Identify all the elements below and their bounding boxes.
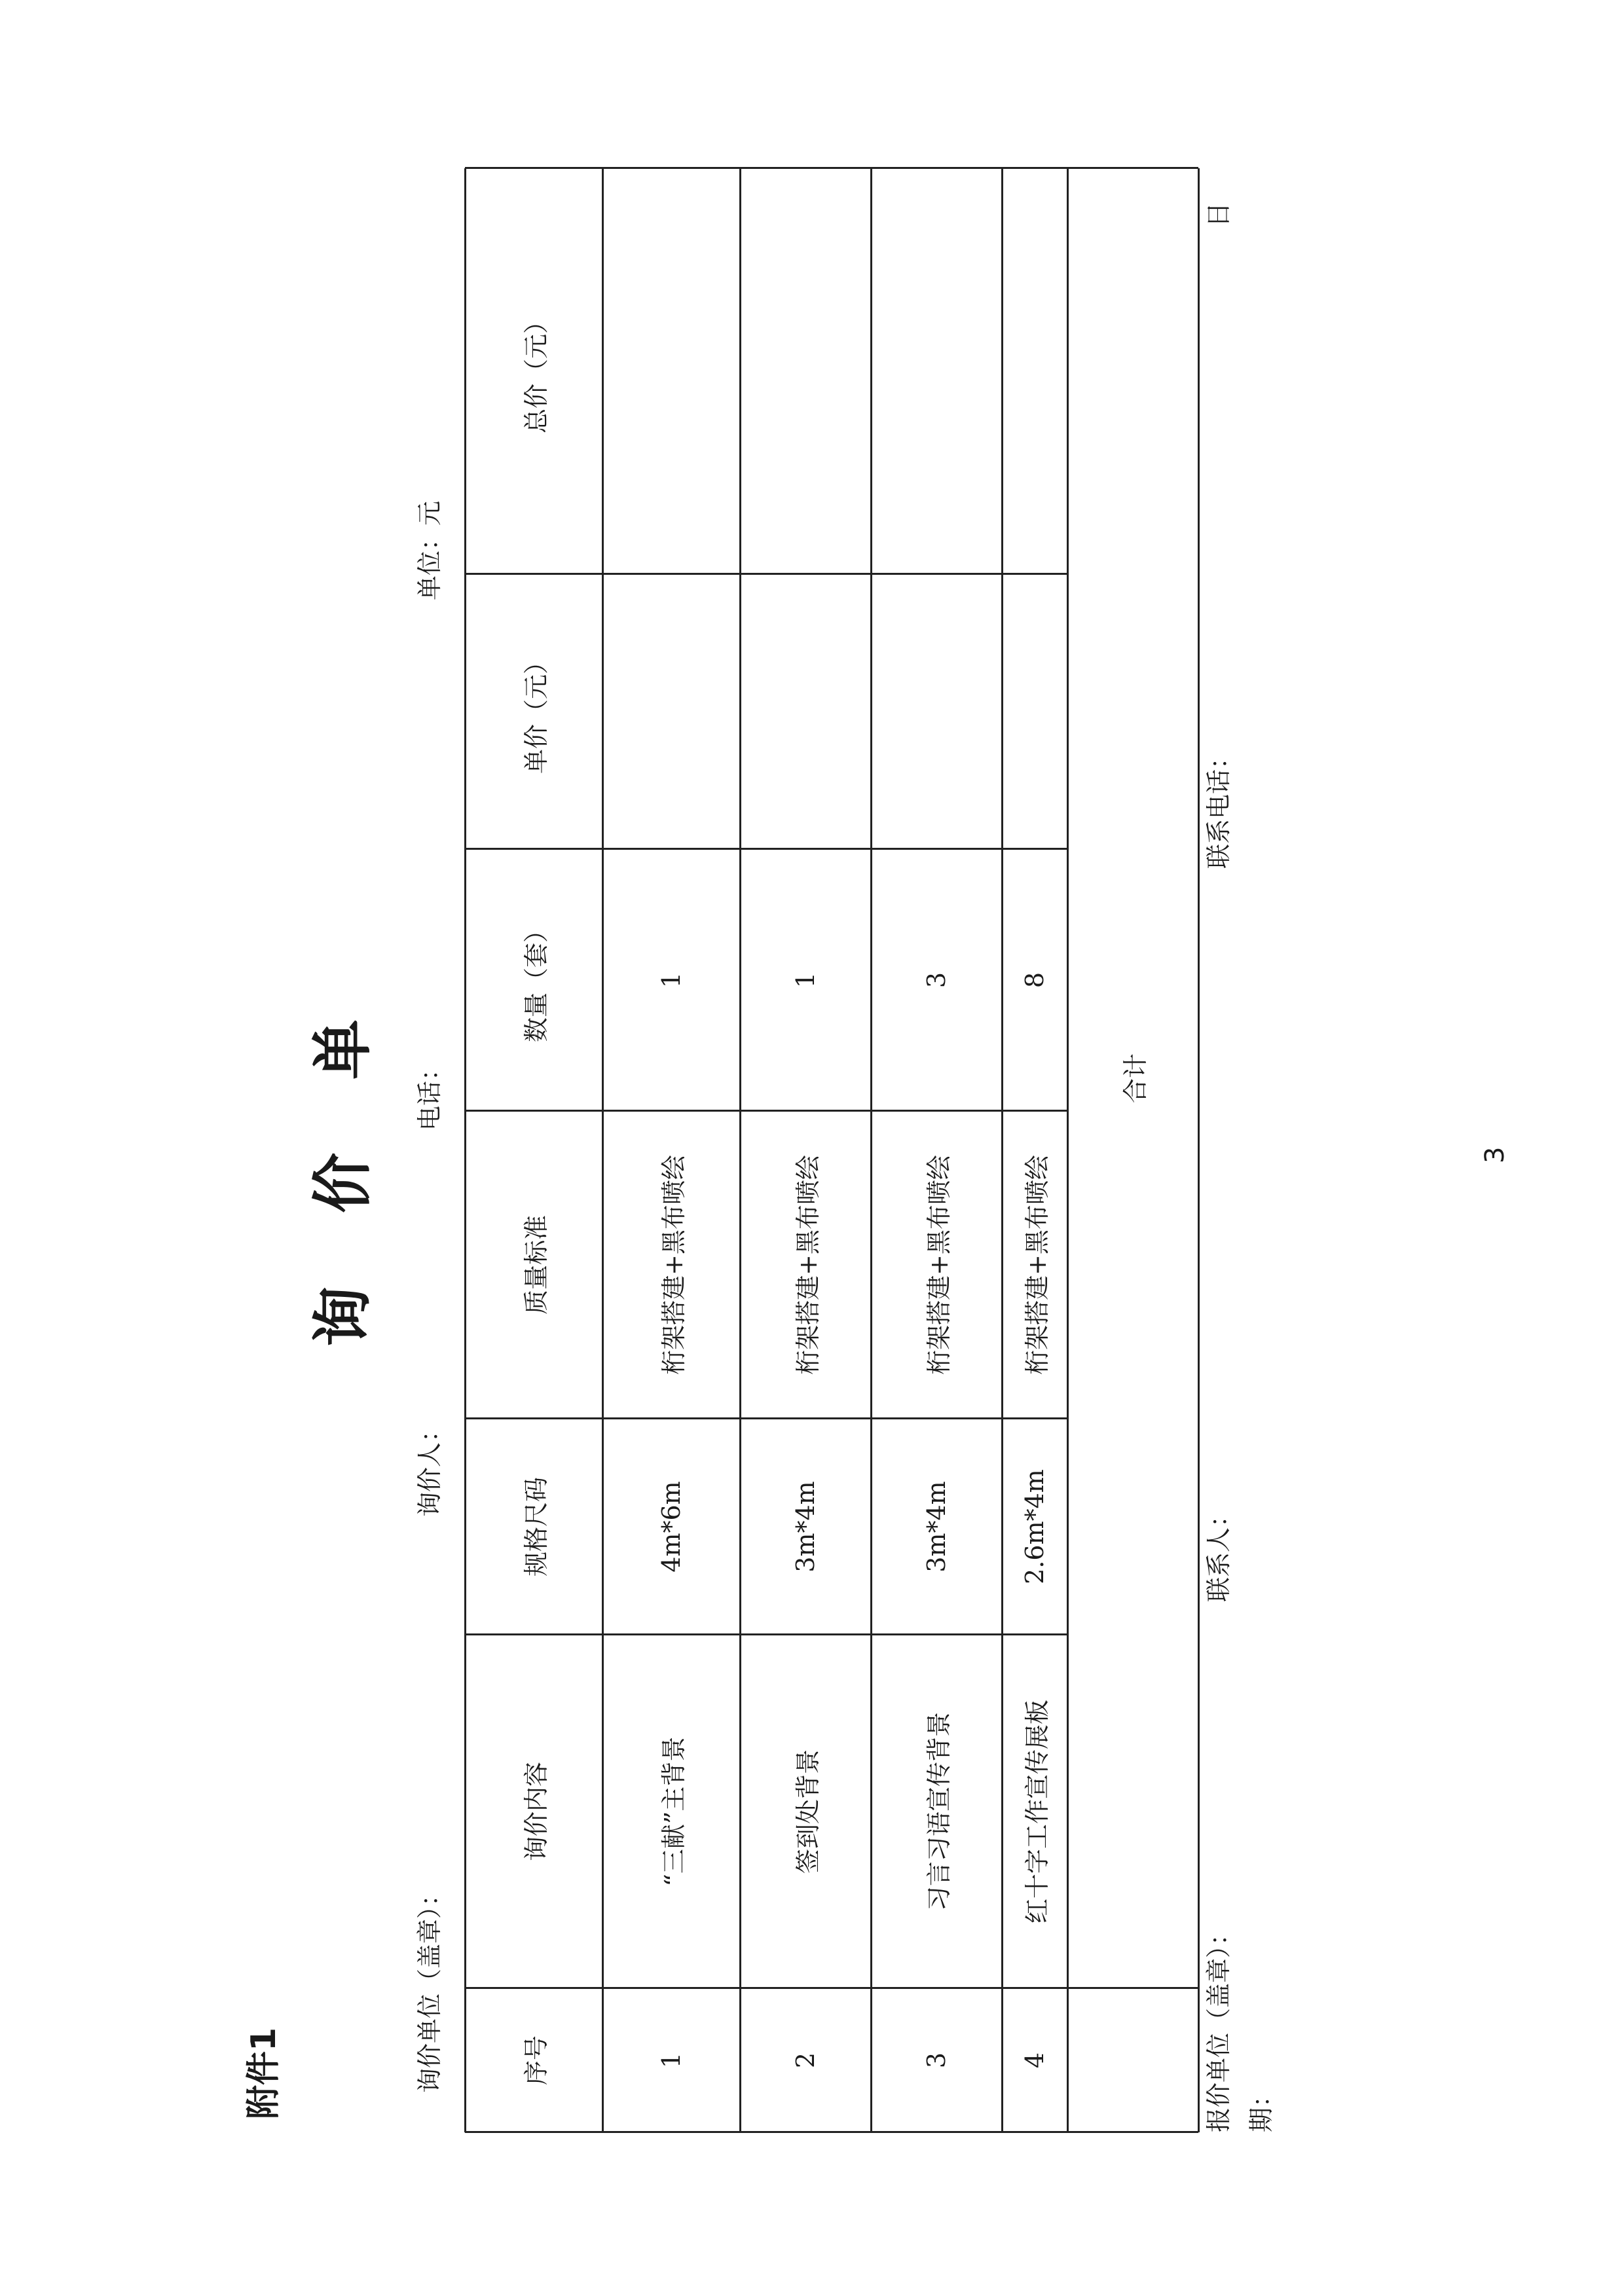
table-cell: “三献”主背景: [659, 1736, 688, 1887]
table-cell: 桁架搭建+黑布喷绘: [924, 1155, 953, 1375]
inquiry-table: [465, 168, 1198, 2132]
table-cell: [871, 168, 1002, 574]
phone-label: 电话：: [415, 1055, 444, 1131]
table-cell: [602, 168, 740, 574]
table-cell: 4: [1020, 2052, 1049, 2069]
table-cell: 红十字工作宣传展板: [1022, 1700, 1052, 1924]
table-cell: 1: [657, 972, 686, 989]
table-cell: 1: [657, 2052, 686, 2069]
table-cell: [740, 574, 871, 849]
attachment-label: 附件1: [244, 2027, 284, 2119]
column-header: 数量（套）: [521, 918, 551, 1043]
column-header: 单价（元）: [521, 649, 551, 774]
table-cell: 桁架搭建+黑布喷绘: [793, 1155, 822, 1375]
contact-phone-label: 联系电话：: [1204, 744, 1233, 869]
table-cell: [1002, 168, 1067, 574]
table-cell: 3: [922, 2052, 951, 2069]
column-header: 询价内容: [521, 1762, 551, 1862]
table-cell: [871, 574, 1002, 849]
table-cell: 1: [791, 972, 820, 989]
inquiry-unit-label: 询价单位（盖章）：: [415, 1881, 444, 2093]
inquirer-label: 询价人：: [415, 1417, 444, 1517]
table-cell: 8: [1020, 972, 1049, 989]
date-suffix-label: 日: [1204, 202, 1233, 227]
date-prefix-label: 期：: [1247, 2082, 1276, 2132]
column-header: 质量标准: [521, 1215, 551, 1315]
table-cell: 签到处背景: [793, 1749, 822, 1874]
table-cell: 习言习语宣传背景: [924, 1712, 953, 1912]
table-cell: 2.6m*4m: [1020, 1469, 1049, 1584]
table-cell: 2: [791, 2052, 820, 2069]
currency-unit-note: 单位：元: [415, 500, 444, 600]
page-number: 3: [1480, 1146, 1510, 1163]
total-label: 合计: [1120, 1053, 1150, 1104]
contact-person-label: 联系人：: [1204, 1502, 1233, 1602]
table-cell: 桁架搭建+黑布喷绘: [659, 1155, 688, 1375]
page-title: 询 价 单: [307, 993, 378, 1347]
table-cell: [740, 168, 871, 574]
table-cell: [1002, 574, 1067, 849]
table-cell: 3m*4m: [922, 1481, 951, 1573]
table-cell: 4m*6m: [657, 1481, 686, 1573]
table-cell: 桁架搭建+黑布喷绘: [1022, 1155, 1052, 1375]
column-header: 序号: [521, 2035, 551, 2086]
table-cell: [602, 574, 740, 849]
column-header: 总价（元）: [521, 309, 551, 434]
column-header: 规格尺码: [521, 1477, 551, 1577]
table-cell: 3: [922, 972, 951, 989]
quote-unit-label: 报价单位（盖章）：: [1204, 1920, 1233, 2132]
table-cell: 3m*4m: [791, 1481, 820, 1573]
